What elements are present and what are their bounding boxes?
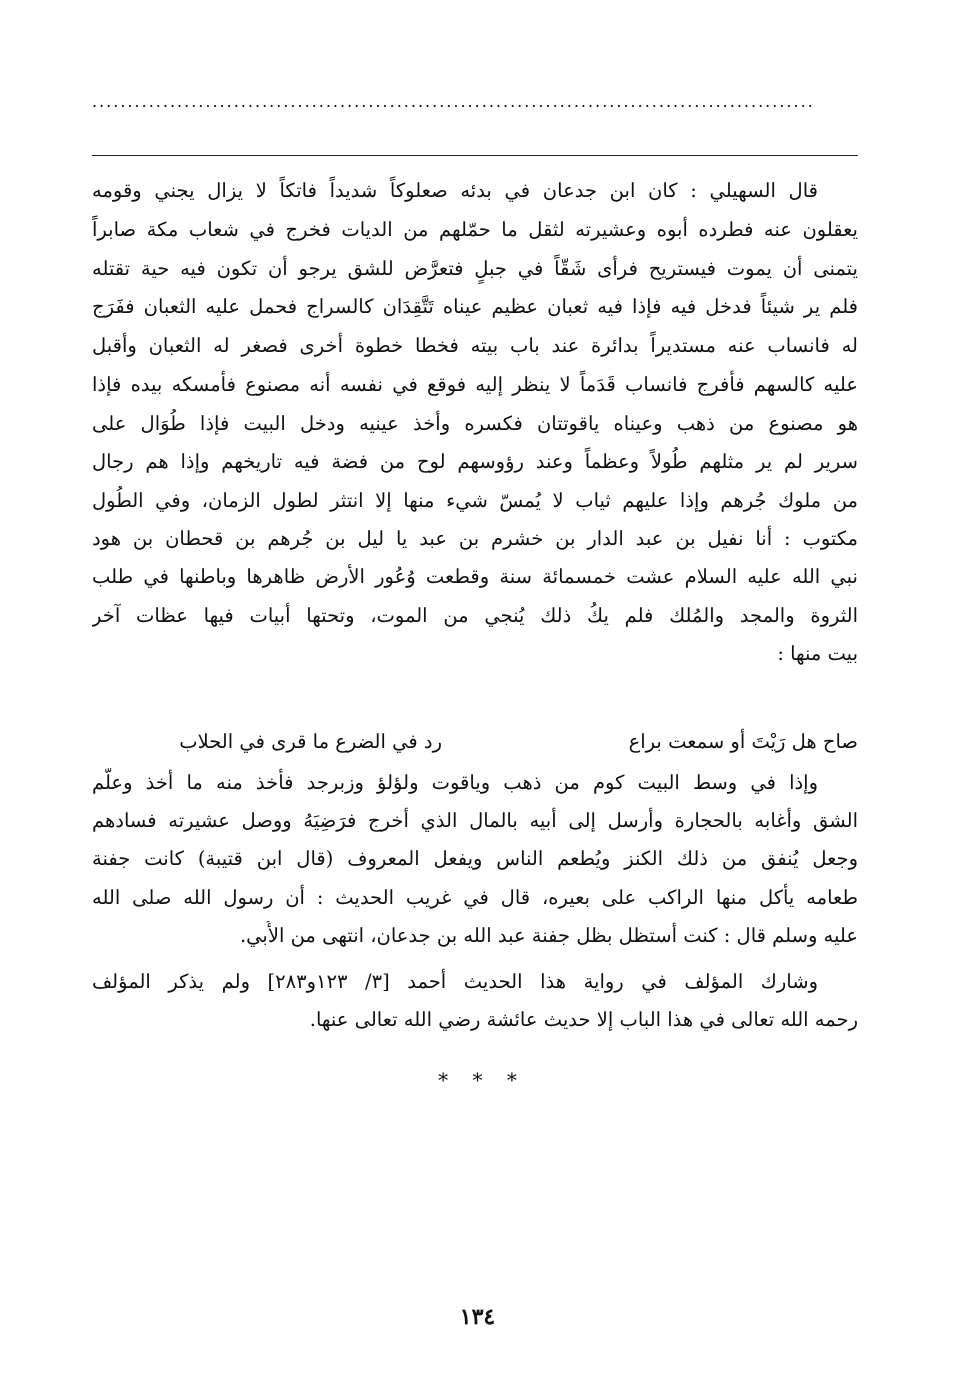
text-line: وجعل يُنفق من ذلك الكنز ويُطعم الناس ويفعل المعروف (قال ابن قتيبة) كانت جفنة	[92, 847, 858, 870]
text-line: من ملوك جُرهم وإذا عليهم ثياب لا يُمسّ شيء منها إلا انتثر لطول الزمان، وفي الطُول	[92, 489, 858, 512]
section-separator: * * *	[438, 1068, 517, 1092]
header-rule	[92, 155, 858, 156]
text-line: طعامه يأكل منها الراكب على بعيره، قال في غريب الحديث : أن رسول الله صلى الله	[92, 886, 858, 909]
text-line: وإذا في وسط البيت كوم من ذهب وياقوت ولؤلؤ وزبرجد فأخذ منه ما أخذ وعلّم	[92, 771, 818, 794]
text-line: فلم ير شيئاً فدخل فيه فإذا فيه ثعبان عظيم عيناه تَتَّقِدَان كالسراج فحمل عليه الثعبان ففَرَج	[92, 295, 858, 318]
text-line: مكتوب : أنا نفيل بن عبد الدار بن خشرم بن عبد يا ليل بن جُرهم بن قحطان بن هود	[92, 527, 858, 550]
text-line: نبي الله عليه السلام عشت خمسمائة سنة وقطعت وُعُور الأرض ظاهرها وباطنها في طلب	[92, 565, 858, 588]
text-line: له فانساب عنه مستديراً بدائرة عند باب بيته فخطا خطوة أخرى فصغر له الثعبان وأقبل	[92, 334, 858, 357]
verse-second-hemistich: رد في الضرع ما قرى في الحلاب	[179, 730, 442, 753]
verse-first-hemistich: صاح هل رَيْتَ أو سمعت براع	[628, 730, 858, 753]
header-dotted-line: ......................................................................................................	[92, 92, 815, 111]
text-line: يتمنى أن يموت فيستريح فرأى شَقّاً في جبلٍ فتعرَّض للشق يرجو أن تكون فيه حية تقتله	[92, 257, 858, 280]
text-line: عليه وسلم قال : كنت أستظل بظل جفنة عبد الله بن جدعان، انتهى من الأُبي.	[239, 924, 858, 947]
text-line: قال السهيلي : كان ابن جدعان في بدئه صعلوكاً شديداً فاتكاً لا يزال يجني وقومه	[92, 179, 818, 202]
page-number: ١٣٤	[459, 1304, 496, 1330]
text-line: رحمه الله تعالى في هذا الباب إلا حديث عائشة رضي الله تعالى عنها.	[309, 1008, 858, 1031]
text-line: بيت منها :	[777, 642, 858, 665]
text-line: الثروة والمجد والمُلك فلم يكُ ذلك يُنجي من الموت، وتحتها أبيات فيها عظات آخر	[92, 604, 858, 627]
text-line: الشق وأغابه بالحجارة وأرسل إلى أبيه بالمال الذي أخرج فرَضِيَهُ ووصل عشيرته فسادهم	[92, 809, 858, 832]
text-line: عليه كالسهم فأفرج فانساب قَدَماً لا ينظر إليه فوقع في نفسه أنه مصنوع فأمسكه بيده فإذا	[92, 373, 858, 396]
text-line: يعقلون عنه فطرده أبوه وعشيرته لثقل ما حمّلهم من الديات فخرج في شعاب مكة صابراً	[92, 218, 858, 241]
text-line: سرير لم ير مثلهم طُولاً وعظماً وعند رؤوسهم لوح من فضة فيه تاريخهم وإذا هم رجال	[92, 450, 858, 473]
text-line: وشارك المؤلف في رواية هذا الحديث أحمد [٣/ ١٢٣و٢٨٣] ولم يذكر المؤلف	[92, 970, 818, 993]
text-line: هو مصنوع من ذهب وعيناه ياقوتتان فكسره وأخذ عينيه ودخل البيت فإذا طُوَال على	[92, 412, 858, 435]
